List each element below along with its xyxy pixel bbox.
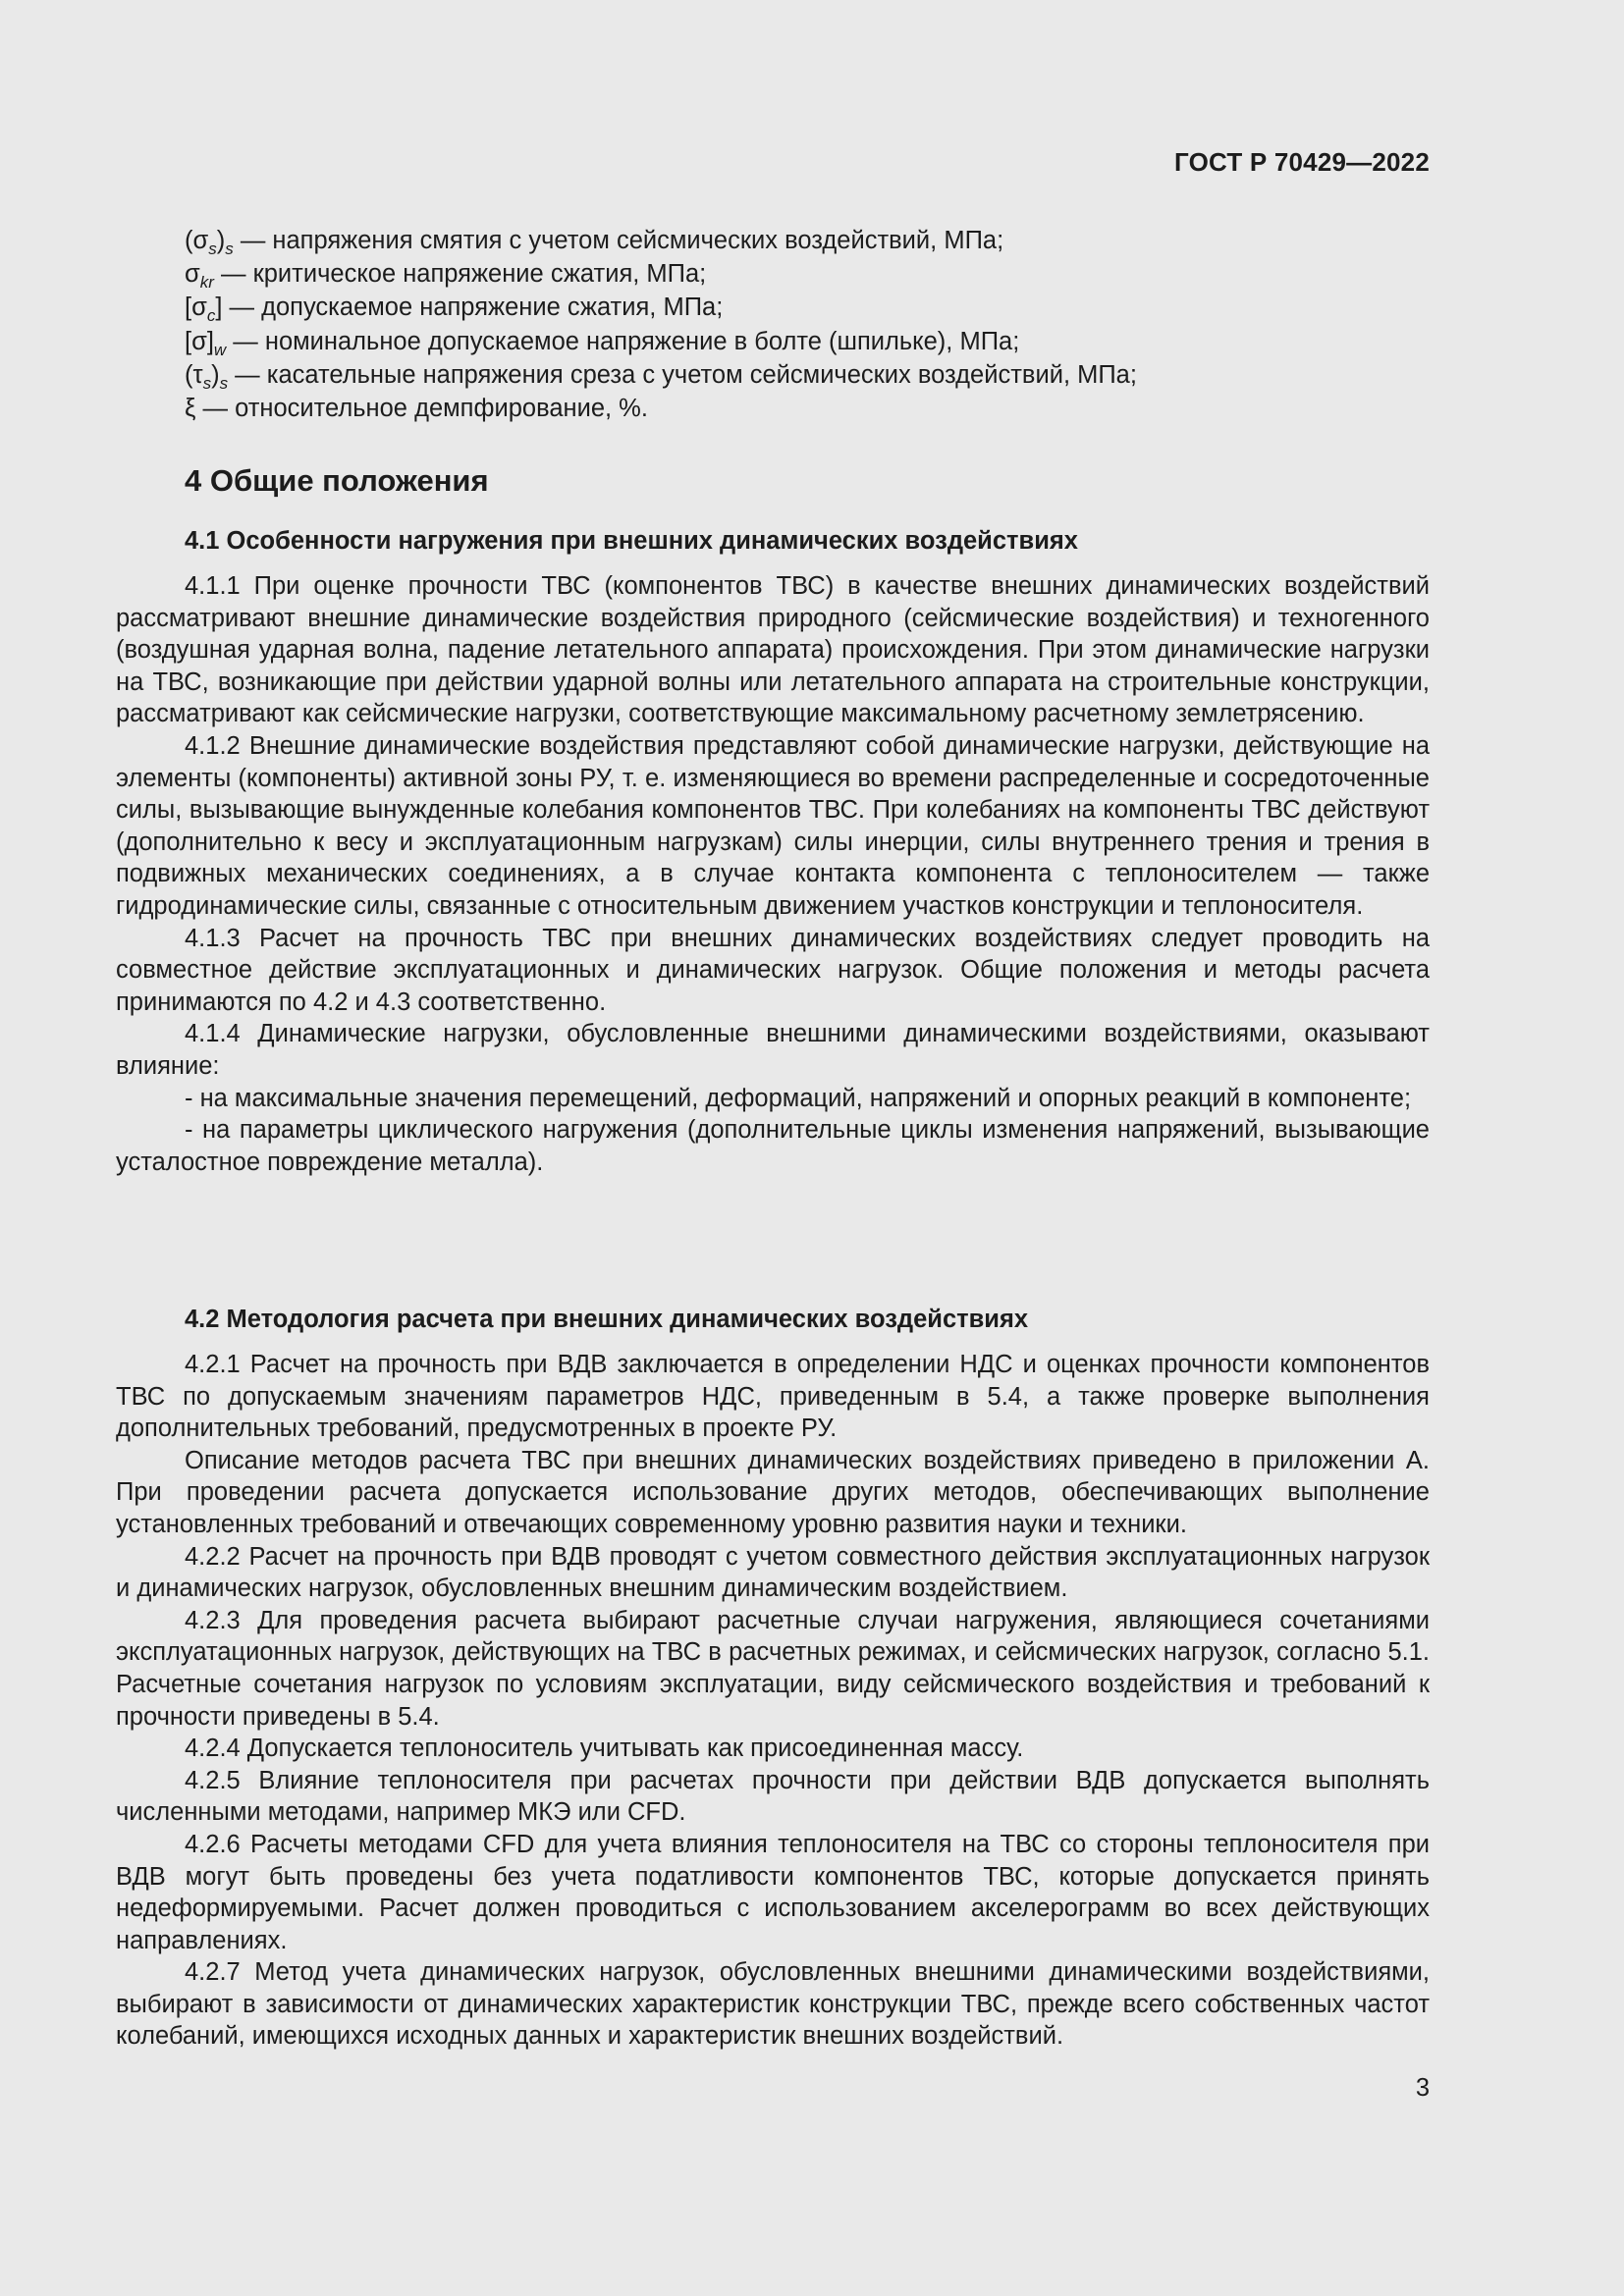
document-code-header: ГОСТ Р 70429—2022	[1174, 147, 1430, 177]
paragraph: 4.2.4 Допускается теплоноситель учитывать как присоединенная массу.	[185, 1735, 1024, 1763]
subsection-heading: 4.2 Методология расчета при внешних динамических воздействиях	[185, 1306, 1029, 1333]
subsection-heading: 4.1 Особенности нагружения при внешних динамических воздействиях	[185, 527, 1078, 555]
page-number: 3	[1415, 2074, 1430, 2102]
list-item: - на максимальные значения перемещений, деформаций, напряжений и опорных реакций в компоненте;	[185, 1084, 1412, 1112]
paragraph: 4.2.3 Для проведения расчета выбирают расчетные случаи нагружения, являющиеся сочетаниями эксплуатационных нагрузок, действующих на ТВС в расчетных режимах, и сейсмических нагрузок, согласно 5.1. Расчетные сочетания нагрузок по условиям эксплуатации, виду сейсмического воздействия и требований к прочности приведены в 5.4.	[116, 1606, 1430, 1731]
paragraph: 4.1.1 При оценке прочности ТВС (компонентов ТВС) в качестве внешних динамических воздействий рассматривают внешние динамические воздействия природного (сейсмические воздействия) и техногенного (воздушная ударная волна, падение летательного аппарата) происхождения. При этом динамические нагрузки на ТВС, возникающие при действии ударной волны или летательного аппарата на строительные конструкции, рассматривают как сейсмические нагрузки, соответствующие максимальному расчетному землетрясению.	[116, 572, 1430, 728]
definition-line: $(\tau_s)_s$ — касательные напряжения среза с учетом сейсмических воздействий, МПа;	[185, 360, 1137, 393]
paragraph: Описание методов расчета ТВС при внешних динамических воздействиях приведено в приложении А. При проведении расчета допускается использование других методов, обеспечивающих выполнение установленных требований и отвечающих современному уровню развития науки и техники.	[116, 1446, 1430, 1538]
paragraph: 4.1.4 Динамические нагрузки, обусловленные внешними динамическими воздействиями, оказывают влияние:	[116, 1020, 1430, 1080]
definition-line: $[\sigma_c]$ — допускаемое напряжение сжатия, МПа;	[185, 294, 724, 326]
definition-line: $[\sigma]_w$ — номинальное допускаемое напряжение в болте (шпильке), МПа;	[185, 327, 1020, 359]
list-item: - на параметры циклического нагружения (дополнительные циклы изменения напряжений, вызывающие усталостное повреждение металла).	[116, 1116, 1430, 1176]
paragraph: 4.2.7 Метод учета динамических нагрузок, обусловленных внешними динамическими воздействиями, выбирают в зависимости от динамических характеристик конструкции ТВС, прежде всего собственных частот колебаний, имеющихся исходных данных и характеристик внешних воздействий.	[116, 1958, 1430, 2051]
definition-line: ξ — относительное демпфирование, %.	[185, 395, 648, 423]
paragraph: 4.1.3 Расчет на прочность ТВС при внешних динамических воздействиях следует проводить на совместное действие эксплуатационных и динамических нагрузок. Общие положения и методы расчета принимаются по 4.2 и 4.3 соответственно.	[116, 924, 1430, 1016]
paragraph: 4.2.5 Влияние теплоносителя при расчетах прочности при действии ВДВ допускается выполнять численными методами, например МКЭ или CFD.	[116, 1766, 1430, 1827]
section-heading: 4 Общие положения	[185, 463, 489, 498]
paragraph: 4.2.2 Расчет на прочность при ВДВ проводят с учетом совместного действия эксплуатационных нагрузок и динамических нагрузок, обусловленных внешним динамическим воздействием.	[116, 1542, 1430, 1603]
paragraph: 4.2.1 Расчет на прочность при ВДВ заключается в определении НДС и оценках прочности компонентов ТВС по допускаемым значениям параметров НДС, приведенным в 5.4, а также проверке выполнения дополнительных требований, предусмотренных в проекте РУ.	[116, 1351, 1430, 1443]
definition-line: $(\sigma_s)_s$ — напряжения смятия с учетом сейсмических воздействий, МПа;	[185, 227, 1004, 258]
symbol-definitions	[185, 224, 1137, 425]
paragraph: 4.1.2 Внешние динамические воздействия представляют собой динамические нагрузки, действующие на элементы (компоненты) активной зоны РУ, т. е. изменяющиеся во времени распределенные и сосредоточенные силы, вызывающие вынужденные колебания компонентов ТВС. При колебаниях на компоненты ТВС действуют (дополнительно к весу и эксплуатационным нагрузкам) силы инерции, силы внутреннего трения и трения в подвижных механических соединениях, а в случае контакта компонента с теплоносителем — также гидродинамические силы, связанные с относительным движением участков конструкции и теплоносителя.	[116, 731, 1430, 920]
paragraph: 4.2.6 Расчеты методами CFD для учета влияния теплоносителя на ТВС со стороны теплоносителя при ВДВ могут быть проведены без учета податливости компонентов ТВС, которые допускается принять недеформируемыми. Расчет должен проводиться с использованием акселерограмм во всех действующих направлениях.	[116, 1830, 1430, 1954]
section-4-1-body	[116, 570, 1430, 1178]
section-4-2-body	[116, 1349, 1430, 2053]
definition-line: $\sigma_{kr}$ — критическое напряжение сжатия, МПа;	[185, 260, 707, 293]
